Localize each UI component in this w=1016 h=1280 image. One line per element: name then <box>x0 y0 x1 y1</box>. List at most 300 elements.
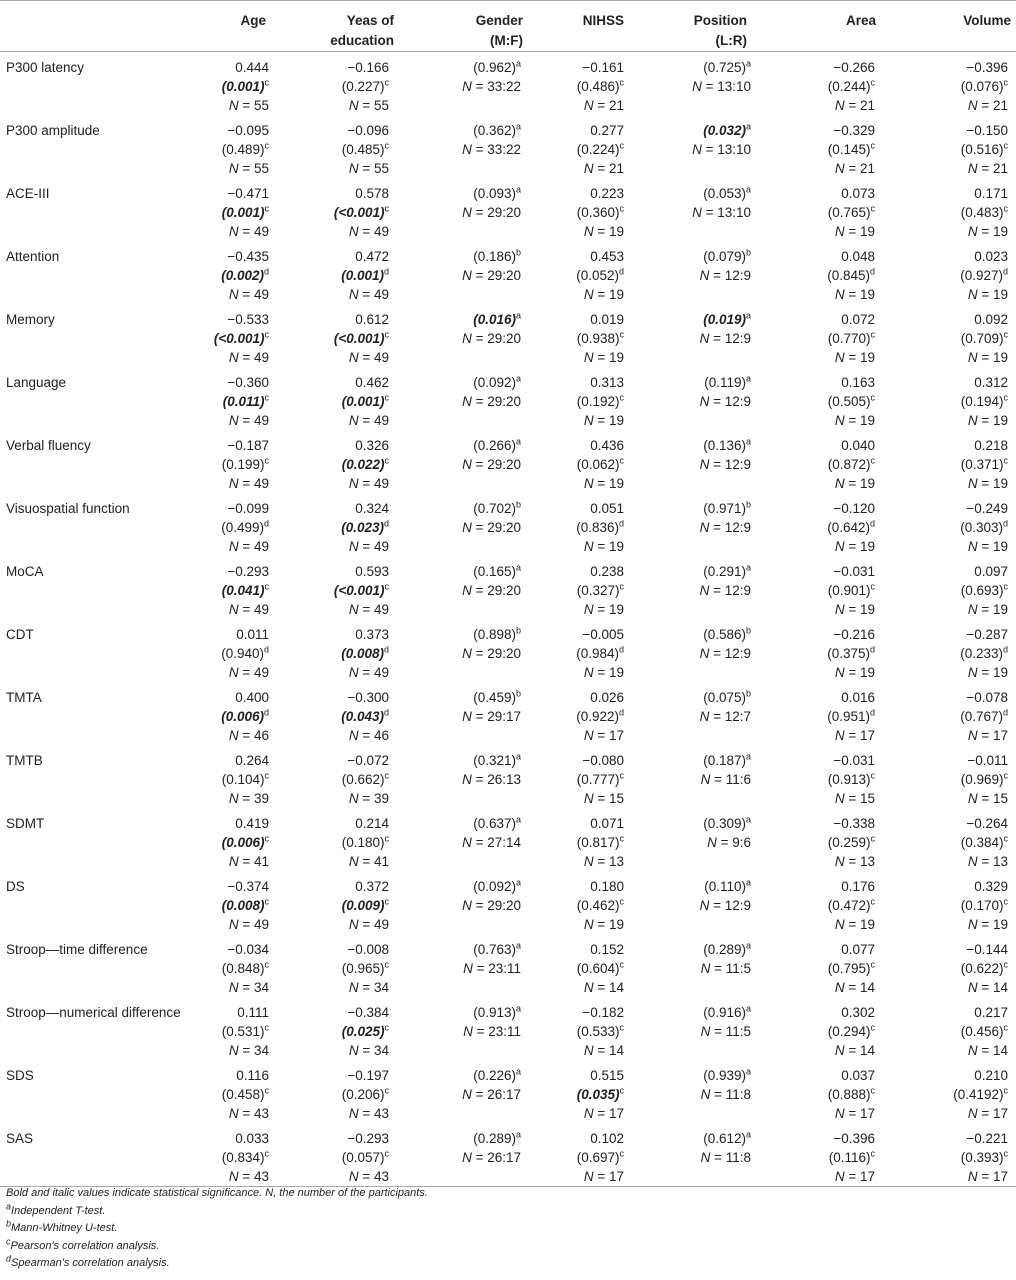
footnote-marker: d <box>1002 644 1008 655</box>
table-row <box>0 808 1016 871</box>
p-value: $(0.009)^c$ <box>341 896 389 913</box>
footnote-marker: c <box>870 1148 875 1159</box>
footnote-marker: b <box>745 247 751 258</box>
statistic-value: 0.453 <box>590 249 624 264</box>
table-cell <box>523 241 636 304</box>
table-cell <box>403 430 523 493</box>
table-cell <box>636 1060 759 1123</box>
p-value: $(0.531)^c$ <box>221 1022 269 1039</box>
p-value: $(0.053)^a$ <box>703 184 751 201</box>
table-row <box>0 934 1016 997</box>
table-cell <box>178 682 275 745</box>
statistic-value: 0.444 <box>235 60 269 75</box>
statistic-value: 0.176 <box>841 879 875 894</box>
statistic-value: 0.214 <box>355 816 389 831</box>
p-value: $(0.001)^c$ <box>221 203 269 220</box>
table-cell <box>178 304 275 367</box>
participant-count: N = 19 <box>834 350 875 365</box>
footnote-marker: a <box>515 310 521 321</box>
table-cell <box>275 871 403 934</box>
footnote-marker: c <box>264 770 269 781</box>
footnote-marker: c <box>384 140 389 151</box>
footnote-marker: d <box>1002 707 1008 718</box>
footnote-marker: d <box>869 707 875 718</box>
participant-count: N = 19 <box>967 476 1008 491</box>
statistic-value: 0.217 <box>974 1005 1008 1020</box>
participant-count: N = 19 <box>583 539 624 554</box>
footnote-marker: c <box>619 1085 624 1096</box>
table-cell <box>759 52 885 116</box>
column-header-line: Gender <box>475 13 523 28</box>
statistic-value: 0.218 <box>974 438 1008 453</box>
table-cell <box>885 1060 1016 1123</box>
participant-count: N = 19 <box>583 602 624 617</box>
footnote-marker: d <box>618 644 624 655</box>
table-cell <box>885 556 1016 619</box>
p-value: $(0.110)^a$ <box>704 877 751 894</box>
footnote-marker: c <box>1003 77 1008 88</box>
table-cell <box>523 871 636 934</box>
footnote-marker: a <box>745 877 751 888</box>
statistic-value: −0.435 <box>227 249 269 264</box>
table-cell <box>275 682 403 745</box>
p-value: $(0.022)^c$ <box>341 455 389 472</box>
table-cell <box>403 997 523 1060</box>
participant-count: N = 19 <box>583 287 624 302</box>
footnote-marker: d <box>263 644 269 655</box>
table-cell <box>403 304 523 367</box>
participant-count: N = 49 <box>348 476 389 491</box>
p-value: $(0.817)^c$ <box>576 833 624 850</box>
column-header <box>636 1 759 52</box>
participant-count: N = 17 <box>834 1169 875 1184</box>
participant-count: N = 27:14 <box>462 835 521 850</box>
participant-count: N = 23:11 <box>463 961 521 976</box>
participant-count: N = 55 <box>348 98 389 113</box>
participant-count: N = 41 <box>348 854 389 869</box>
table-cell <box>885 619 1016 682</box>
statistic-value: 0.048 <box>841 249 875 264</box>
statistic-value: −0.249 <box>966 501 1008 516</box>
table-cell <box>636 115 759 178</box>
table-cell <box>759 178 885 241</box>
footnote-marker: c <box>384 455 389 466</box>
p-value: $(0.693)^c$ <box>960 581 1008 598</box>
statistic-value: 0.238 <box>590 564 624 579</box>
table-cell <box>636 997 759 1060</box>
footnote-marker: a <box>745 562 751 573</box>
footnote-marker: c <box>1003 959 1008 970</box>
footnote-marker: a <box>745 1003 751 1014</box>
p-value: $(0.499)^d$ <box>221 518 269 535</box>
footnote-marker: d <box>618 707 624 718</box>
participant-count: N = 49 <box>348 665 389 680</box>
row-label: TMTB <box>6 753 43 768</box>
statistic-value: 0.026 <box>590 690 624 705</box>
row-label: SDMT <box>6 816 45 831</box>
table-cell <box>523 52 636 116</box>
footnote-marker: c <box>870 455 875 466</box>
table-cell <box>403 556 523 619</box>
statistic-value: −0.096 <box>347 123 389 138</box>
participant-count: N = 14 <box>967 1043 1008 1058</box>
p-value: $(0.888)^c$ <box>827 1085 875 1102</box>
p-value: $(0.965)^c$ <box>341 959 389 976</box>
participant-count: N = 49 <box>348 350 389 365</box>
table-cell <box>885 682 1016 745</box>
column-header <box>178 1 275 52</box>
p-value: $(0.092)^a$ <box>473 877 521 894</box>
statistic-value: 0.329 <box>974 879 1008 894</box>
footnote-marker: c <box>384 329 389 340</box>
table-cell <box>523 682 636 745</box>
footnote-marker: b <box>745 625 751 636</box>
participant-count: N = 21 <box>583 161 624 176</box>
participant-count: N = 19 <box>967 287 1008 302</box>
table-cell <box>636 367 759 430</box>
participant-count: N = 12:9 <box>699 457 751 472</box>
table-row <box>0 556 1016 619</box>
table-cell <box>523 430 636 493</box>
participant-count: N = 41 <box>228 854 269 869</box>
table-cell <box>885 934 1016 997</box>
statistic-value: 0.019 <box>590 312 624 327</box>
p-value: $(0.393)^c$ <box>960 1148 1008 1165</box>
participant-count: N = 49 <box>348 287 389 302</box>
table-cell <box>523 934 636 997</box>
p-value: $(0.586)^b$ <box>703 625 751 642</box>
statistic-value: 0.152 <box>590 942 624 957</box>
footnote-marker: c <box>870 833 875 844</box>
p-value: $(0.119)^a$ <box>704 373 751 390</box>
p-value: $(0.516)^c$ <box>960 140 1008 157</box>
p-value: $(0.032)^a$ <box>703 121 751 138</box>
column-header-line: Area <box>845 13 876 28</box>
table-cell <box>403 178 523 241</box>
p-value: $(0.763)^a$ <box>473 940 521 957</box>
table-cell <box>636 556 759 619</box>
footnote-marker: c <box>384 896 389 907</box>
participant-count: N = 15 <box>583 791 624 806</box>
participant-count: N = 19 <box>967 413 1008 428</box>
table-cell <box>636 304 759 367</box>
participant-count: N = 17 <box>583 1169 624 1184</box>
participant-count: N = 19 <box>583 917 624 932</box>
p-value: $(0.505)^c$ <box>827 392 875 409</box>
table-cell <box>523 556 636 619</box>
participant-count: N = 13 <box>967 854 1008 869</box>
statistic-value: 0.171 <box>974 186 1008 201</box>
participant-count: N = 49 <box>228 476 269 491</box>
footnote-marker: a <box>515 814 521 825</box>
participant-count: N = 19 <box>834 224 875 239</box>
p-value: $(0.192)^c$ <box>576 392 624 409</box>
footnote-marker: c <box>619 959 624 970</box>
footnote-marker: a <box>515 940 521 951</box>
table-row <box>0 367 1016 430</box>
column-header-line: NIHSS <box>582 13 624 28</box>
footnote-marker: c <box>264 896 269 907</box>
p-value: $(0.362)^a$ <box>473 121 521 138</box>
footnote-marker: b <box>745 499 751 510</box>
footnote-marker: c <box>264 1085 269 1096</box>
row-label: ACE-III <box>6 186 50 201</box>
table-cell <box>759 1060 885 1123</box>
participant-count: N = 23:11 <box>463 1024 521 1039</box>
participant-count: N = 49 <box>348 413 389 428</box>
column-header-line: Yeas of <box>346 13 394 28</box>
row-label: Visuospatial function <box>6 501 130 516</box>
participant-count: N = 21 <box>967 98 1008 113</box>
footnote-marker: c <box>384 203 389 214</box>
table-cell <box>759 430 885 493</box>
p-value: $(0.922)^d$ <box>576 707 624 724</box>
participant-count: N = 21 <box>834 161 875 176</box>
participant-count: N = 21 <box>967 161 1008 176</box>
table-row <box>0 241 1016 304</box>
table-row <box>0 178 1016 241</box>
participant-count: N = 13:10 <box>692 142 751 157</box>
table-cell <box>636 493 759 556</box>
participant-count: N = 46 <box>228 728 269 743</box>
participant-count: N = 13:10 <box>692 79 751 94</box>
footnote-marker: c <box>619 581 624 592</box>
p-value: $(0.052)^d$ <box>576 266 624 283</box>
column-header-line: Volume <box>963 13 1011 28</box>
table-cell <box>523 619 636 682</box>
p-value: $(0.321)^a$ <box>473 751 521 768</box>
p-value: $(0.019)^a$ <box>703 310 751 327</box>
participant-count: N = 17 <box>967 728 1008 743</box>
p-value: (<0.001)$^c$ <box>213 329 269 346</box>
p-value: $(0.969)^c$ <box>960 770 1008 787</box>
table-row <box>0 115 1016 178</box>
table-cell <box>403 241 523 304</box>
statistic-value: 0.077 <box>841 942 875 957</box>
footnote-marker: c <box>264 833 269 844</box>
table-cell <box>178 997 275 1060</box>
p-value: $(0.227)^c$ <box>341 77 389 94</box>
participant-count: N = 15 <box>834 791 875 806</box>
footnote-marker: a <box>515 1066 521 1077</box>
table-cell <box>403 619 523 682</box>
footnote-marker: c <box>1003 1022 1008 1033</box>
participant-count: N = 43 <box>228 1169 269 1184</box>
table-cell <box>178 556 275 619</box>
participant-count: N = 55 <box>228 161 269 176</box>
p-value: $(0.375)^d$ <box>827 644 875 661</box>
footnote-marker: c <box>384 581 389 592</box>
p-value: $(0.062)^c$ <box>576 455 624 472</box>
table-row <box>0 1060 1016 1123</box>
participant-count: N = 19 <box>834 602 875 617</box>
table-cell <box>885 241 1016 304</box>
table-cell <box>275 430 403 493</box>
p-value: $(0.327)^c$ <box>576 581 624 598</box>
participant-count: N = 14 <box>583 980 624 995</box>
footnote: $^d$Spearman's correlation analysis. <box>6 1253 170 1269</box>
statistic-value: −0.072 <box>347 753 389 768</box>
participant-count: N = 29:20 <box>462 898 521 913</box>
table-cell <box>636 745 759 808</box>
footnote-marker: d <box>263 266 269 277</box>
p-value: $(0.206)^c$ <box>341 1085 389 1102</box>
participant-count: N = 11:6 <box>700 772 751 787</box>
statistic-value: 0.180 <box>590 879 624 894</box>
table-cell <box>178 619 275 682</box>
participant-count: N = 34 <box>348 980 389 995</box>
table-cell <box>759 304 885 367</box>
p-value: $(0.226)^a$ <box>473 1066 521 1083</box>
p-value: $(0.244)^c$ <box>827 77 875 94</box>
p-value: $(0.709)^c$ <box>960 329 1008 346</box>
participant-count: N = 49 <box>228 287 269 302</box>
row-label: SDS <box>6 1068 34 1083</box>
row-label: P300 latency <box>6 60 85 75</box>
participant-count: N = 55 <box>228 98 269 113</box>
p-value: $(0.371)^c$ <box>960 455 1008 472</box>
statistic-value: 0.612 <box>355 312 389 327</box>
table-cell <box>403 871 523 934</box>
table-cell <box>636 1123 759 1187</box>
column-header <box>759 1 885 52</box>
footnote-marker: c <box>870 1022 875 1033</box>
column-header-line: Age <box>240 13 266 28</box>
participant-count: N = 29:20 <box>462 646 521 661</box>
participant-count: N = 34 <box>348 1043 389 1058</box>
statistic-value: −0.187 <box>227 438 269 453</box>
table-cell <box>275 304 403 367</box>
footnote-marker: c <box>619 455 624 466</box>
footnote-marker: c <box>619 329 624 340</box>
statistic-value: 0.102 <box>590 1131 624 1146</box>
table-cell <box>178 745 275 808</box>
p-value: $(0.104)^c$ <box>221 770 269 787</box>
table-cell <box>403 1060 523 1123</box>
participant-count: N = 29:20 <box>462 457 521 472</box>
footnote: $^a$Independent T-test. <box>6 1200 106 1217</box>
p-value: (<0.001)$^c$ <box>333 203 389 220</box>
footnote-marker: c <box>619 140 624 151</box>
row-label: Attention <box>6 249 60 264</box>
p-value: $(0.384)^c$ <box>960 833 1008 850</box>
table-cell <box>275 367 403 430</box>
footnote-marker: a <box>745 436 751 447</box>
footnote-marker: c <box>870 959 875 970</box>
table-cell <box>523 745 636 808</box>
footnote-marker: c <box>1003 392 1008 403</box>
column-header <box>0 1 178 52</box>
table-cell <box>523 1123 636 1187</box>
footnote-marker: d <box>869 644 875 655</box>
p-value: $(0.971)^b$ <box>703 499 751 516</box>
participant-count: N = 43 <box>228 1106 269 1121</box>
p-value: $(0.765)^c$ <box>827 203 875 220</box>
table-cell <box>636 619 759 682</box>
table-cell <box>636 52 759 116</box>
table-cell <box>885 808 1016 871</box>
p-value: $(0.016)^a$ <box>473 310 521 327</box>
footnote-marker: a <box>515 877 521 888</box>
table-cell <box>885 304 1016 367</box>
participant-count: N = 12:9 <box>699 268 751 283</box>
footnote-marker: c <box>619 770 624 781</box>
participant-count: N = 12:9 <box>699 331 751 346</box>
table-footnotes <box>6 1185 428 1273</box>
row-label: Memory <box>6 312 55 327</box>
participant-count: N = 29:20 <box>462 205 521 220</box>
p-value: $(0.057)^c$ <box>341 1148 389 1165</box>
footnote-marker: c <box>870 140 875 151</box>
statistic-value: −0.264 <box>966 816 1008 831</box>
participant-count: N = 21 <box>834 98 875 113</box>
column-header <box>523 1 636 52</box>
statistic-value: −0.034 <box>227 942 269 957</box>
statistic-value: 0.324 <box>355 501 389 516</box>
p-value: $(0.898)^b$ <box>473 625 521 642</box>
row-label: MoCA <box>6 564 44 579</box>
table-cell <box>885 1123 1016 1187</box>
footnote-marker: a <box>515 1129 521 1140</box>
statistic-value: 0.071 <box>590 816 624 831</box>
p-value: $(0.170)^c$ <box>960 896 1008 913</box>
participant-count: N = 17 <box>583 1106 624 1121</box>
p-value: $(0.011)^c$ <box>222 392 269 409</box>
table-cell <box>759 871 885 934</box>
footnote-marker: c <box>264 455 269 466</box>
statistic-value: −0.031 <box>833 753 875 768</box>
p-value: $(0.002)^d$ <box>221 266 269 283</box>
participant-count: N = 19 <box>967 350 1008 365</box>
row-label: CDT <box>6 627 34 642</box>
participant-count: N = 49 <box>228 224 269 239</box>
statistic-value: 0.578 <box>355 186 389 201</box>
participant-count: N = 34 <box>228 1043 269 1058</box>
participant-count: N = 14 <box>967 980 1008 995</box>
table-cell <box>885 493 1016 556</box>
statistic-value: 0.033 <box>235 1131 269 1146</box>
p-value: $(0.224)^c$ <box>576 140 624 157</box>
statistic-value: −0.266 <box>833 60 875 75</box>
participant-count: N = 43 <box>348 1106 389 1121</box>
table-cell <box>636 934 759 997</box>
footnote-marker: c <box>870 770 875 781</box>
p-value: $(0.622)^c$ <box>960 959 1008 976</box>
participant-count: N = 46 <box>348 728 389 743</box>
footnote-marker: c <box>619 392 624 403</box>
statistic-value: 0.011 <box>236 627 269 642</box>
footnote-marker: c <box>384 833 389 844</box>
p-value: $(0.913)^a$ <box>473 1003 521 1020</box>
footnote-marker: c <box>1003 896 1008 907</box>
statistic-value: −0.384 <box>347 1005 389 1020</box>
p-value: $(0.767)^d$ <box>960 707 1008 724</box>
p-value: $(0.940)^d$ <box>221 644 269 661</box>
table-cell <box>759 682 885 745</box>
participant-count: N = 49 <box>228 539 269 554</box>
statistic-value: 0.116 <box>236 1068 269 1083</box>
participant-count: N = 39 <box>348 791 389 806</box>
participant-count: N = 11:5 <box>700 961 751 976</box>
p-value: $(0.834)^c$ <box>221 1148 269 1165</box>
p-value: $(0.770)^c$ <box>827 329 875 346</box>
participant-count: N = 33:22 <box>462 79 521 94</box>
table-cell <box>523 997 636 1060</box>
row-label: TMTA <box>6 690 42 705</box>
participant-count: N = 49 <box>348 602 389 617</box>
participant-count: N = 19 <box>967 917 1008 932</box>
participant-count: N = 19 <box>834 287 875 302</box>
